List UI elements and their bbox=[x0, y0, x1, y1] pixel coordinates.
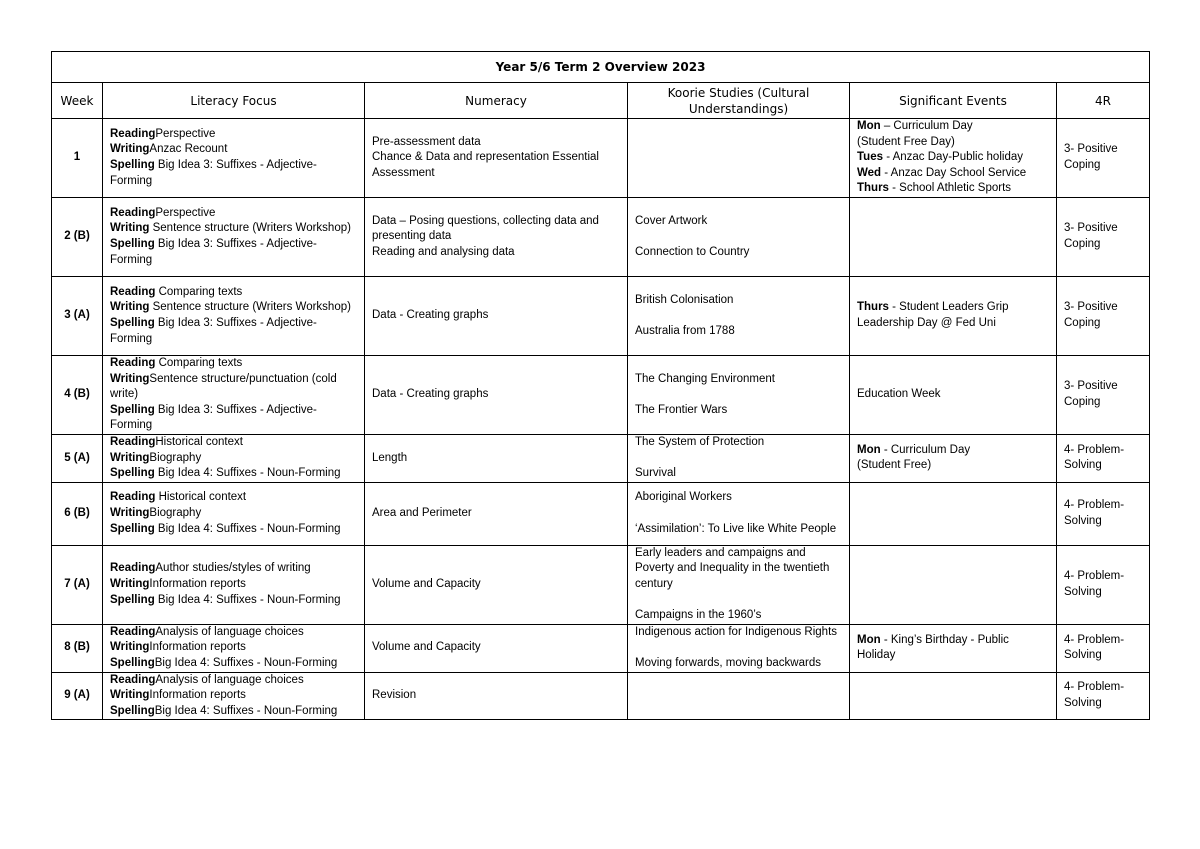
event-line bbox=[857, 300, 1049, 331]
spelling-text: Big Idea 4: Suffixes - Noun-Forming bbox=[154, 704, 338, 717]
week-cell: 4 (B) bbox=[52, 356, 103, 435]
literacy-reading bbox=[110, 356, 357, 372]
writing-text: Sentence structure (Writers Workshop) bbox=[149, 222, 351, 235]
spelling-text: Big Idea 4: Suffixes - Noun-Forming bbox=[154, 467, 341, 480]
writing-text: Anzac Recount bbox=[149, 143, 228, 156]
events-cell bbox=[850, 119, 1057, 198]
literacy-spelling bbox=[110, 158, 357, 189]
reading-label: Reading bbox=[110, 285, 156, 298]
literacy-cell bbox=[103, 435, 365, 483]
literacy-cell bbox=[103, 545, 365, 624]
writing-text: Biography bbox=[149, 451, 202, 464]
line-gap bbox=[635, 229, 842, 245]
writing-text: Information reports bbox=[149, 641, 246, 654]
literacy-reading bbox=[110, 490, 357, 506]
reading-text: Comparing texts bbox=[155, 285, 243, 298]
header-koorie: Koorie Studies (Cultural Understandings) bbox=[628, 83, 850, 119]
table-row bbox=[52, 545, 1150, 624]
numeracy-cell bbox=[365, 624, 628, 672]
literacy-writing bbox=[110, 688, 357, 704]
class-4r-cell: 4- Problem-Solving bbox=[1057, 672, 1150, 720]
spelling-label: Spelling bbox=[110, 238, 155, 250]
writing-label: Writing bbox=[110, 577, 150, 590]
table-row bbox=[52, 119, 1150, 198]
reading-text: Author studies/styles of writing bbox=[155, 562, 311, 575]
numeracy-cell bbox=[365, 356, 628, 435]
table-row bbox=[52, 435, 1150, 483]
literacy-reading bbox=[110, 673, 357, 689]
reading-label: Reading bbox=[110, 127, 156, 140]
numeracy-line: Data - Creating graphs bbox=[372, 388, 489, 401]
numeracy-line: Pre-assessment data bbox=[372, 135, 481, 148]
writing-label: Writing bbox=[110, 143, 150, 156]
literacy-cell bbox=[103, 672, 365, 720]
literacy-writing bbox=[110, 221, 357, 237]
koorie-cell bbox=[628, 198, 850, 277]
event-day: Mon bbox=[857, 120, 881, 133]
numeracy-line: Length bbox=[372, 451, 408, 464]
line-gap bbox=[635, 387, 842, 403]
koorie-line: The Frontier Wars bbox=[635, 403, 728, 416]
event-text: (Student Free) bbox=[857, 459, 932, 472]
class-4r-cell: 3- Positive Coping bbox=[1057, 198, 1150, 277]
event-text: (Student Free Day) bbox=[857, 135, 955, 148]
header-row bbox=[52, 83, 1150, 119]
reading-text: Comparing texts bbox=[155, 357, 243, 370]
class-4r-cell: 3- Positive Coping bbox=[1057, 119, 1150, 198]
koorie-line: Indigenous action for Indigenous Rights bbox=[635, 625, 838, 638]
spelling-text: Big Idea 4: Suffixes - Noun-Forming bbox=[154, 593, 341, 606]
literacy-cell bbox=[103, 198, 365, 277]
koorie-line: ‘Assimilation’: To Live like White People bbox=[635, 522, 837, 535]
spelling-text: Big Idea 3: Suffixes - Adjective-Forming bbox=[110, 317, 317, 345]
class-4r-cell: 4- Problem-Solving bbox=[1057, 482, 1150, 545]
literacy-spelling bbox=[110, 403, 357, 434]
table-row bbox=[52, 482, 1150, 545]
literacy-reading bbox=[110, 625, 357, 641]
literacy-cell bbox=[103, 482, 365, 545]
literacy-reading bbox=[110, 127, 357, 143]
literacy-spelling bbox=[110, 522, 357, 538]
event-text: – Curriculum Day bbox=[880, 120, 973, 133]
literacy-cell bbox=[103, 277, 365, 356]
reading-text: Analysis of language choices bbox=[155, 625, 304, 638]
literacy-reading bbox=[110, 435, 357, 451]
koorie-line: The System of Protection bbox=[635, 436, 765, 448]
event-line bbox=[857, 633, 1049, 664]
literacy-writing bbox=[110, 451, 357, 467]
class-4r-cell: 3- Positive Coping bbox=[1057, 356, 1150, 435]
events-cell bbox=[850, 482, 1057, 545]
writing-text: Biography bbox=[149, 506, 202, 519]
koorie-line: Survival bbox=[635, 467, 676, 480]
table-row bbox=[52, 624, 1150, 672]
class-4r-cell: 4- Problem-Solving bbox=[1057, 545, 1150, 624]
header-numeracy: Numeracy bbox=[365, 83, 628, 119]
event-text: - Student Leaders Grip Leadership Day @ Fed Uni bbox=[857, 301, 1009, 329]
numeracy-line: Volume and Capacity bbox=[372, 577, 481, 590]
week-cell: 9 (A) bbox=[52, 672, 103, 720]
reading-text: Analysis of language choices bbox=[155, 673, 304, 686]
koorie-line: Cover Artwork bbox=[635, 214, 708, 227]
koorie-line: The Changing Environment bbox=[635, 372, 775, 385]
events-cell bbox=[850, 356, 1057, 435]
koorie-line: Connection to Country bbox=[635, 245, 750, 258]
writing-text: Information reports bbox=[149, 689, 246, 702]
literacy-spelling bbox=[110, 466, 357, 482]
table-row bbox=[52, 356, 1150, 435]
event-line bbox=[857, 181, 1049, 197]
line-gap bbox=[635, 451, 842, 467]
spelling-text: Big Idea 3: Suffixes - Adjective-Forming bbox=[110, 238, 317, 266]
event-day: Mon bbox=[857, 443, 881, 456]
spelling-label: Spelling bbox=[110, 317, 155, 329]
spelling-label: Spelling bbox=[110, 403, 155, 416]
koorie-line: Early leaders and campaigns and Poverty and Inequality in the twentieth century bbox=[635, 546, 830, 590]
numeracy-cell bbox=[365, 198, 628, 277]
koorie-cell bbox=[628, 672, 850, 720]
writing-text: Sentence structure (Writers Workshop) bbox=[149, 301, 351, 314]
header-literacy: Literacy Focus bbox=[103, 83, 365, 119]
literacy-spelling bbox=[110, 237, 357, 268]
spelling-label: Spelling bbox=[110, 656, 155, 669]
event-text: - Curriculum Day bbox=[880, 443, 971, 456]
week-cell: 1 bbox=[52, 119, 103, 198]
event-line bbox=[857, 387, 1049, 403]
class-4r-cell: 4- Problem-Solving bbox=[1057, 624, 1150, 672]
spelling-text: Big Idea 3: Suffixes - Adjective-Forming bbox=[110, 159, 317, 187]
numeracy-line: Data - Creating graphs bbox=[372, 309, 489, 322]
koorie-line: Moving forwards, moving backwards bbox=[635, 656, 821, 669]
event-line bbox=[857, 443, 1049, 459]
writing-label: Writing bbox=[110, 301, 150, 314]
literacy-writing bbox=[110, 300, 357, 316]
event-text: - Anzac Day-Public holiday bbox=[883, 151, 1023, 164]
literacy-cell bbox=[103, 624, 365, 672]
table-body bbox=[52, 119, 1150, 720]
numeracy-line: Revision bbox=[372, 689, 417, 702]
literacy-spelling bbox=[110, 316, 357, 347]
line-gap bbox=[635, 640, 842, 656]
events-cell bbox=[850, 672, 1057, 720]
table-row bbox=[52, 672, 1150, 720]
events-cell bbox=[850, 545, 1057, 624]
spelling-text: Big Idea 3: Suffixes - Adjective-Forming bbox=[110, 403, 317, 432]
line-gap bbox=[635, 308, 842, 324]
literacy-cell bbox=[103, 119, 365, 198]
week-cell: 6 (B) bbox=[52, 482, 103, 545]
reading-text: Historical context bbox=[155, 436, 243, 448]
spelling-label: Spelling bbox=[110, 522, 155, 535]
header-events: Significant Events bbox=[850, 83, 1057, 119]
reading-label: Reading bbox=[110, 673, 156, 686]
literacy-reading bbox=[110, 285, 357, 301]
literacy-writing bbox=[110, 372, 357, 403]
spelling-text: Big Idea 4: Suffixes - Noun-Forming bbox=[154, 522, 341, 535]
events-cell bbox=[850, 277, 1057, 356]
class-4r-cell: 4- Problem-Solving bbox=[1057, 435, 1150, 483]
events-cell bbox=[850, 198, 1057, 277]
literacy-reading bbox=[110, 561, 357, 577]
writing-label: Writing bbox=[110, 222, 150, 235]
week-cell: 7 (A) bbox=[52, 545, 103, 624]
writing-label: Writing bbox=[110, 372, 150, 385]
class-4r-cell: 3- Positive Coping bbox=[1057, 277, 1150, 356]
spelling-text: Big Idea 4: Suffixes - Noun-Forming bbox=[154, 656, 338, 669]
header-4r: 4R bbox=[1057, 83, 1150, 119]
koorie-line: Australia from 1788 bbox=[635, 324, 735, 337]
spelling-label: Spelling bbox=[110, 467, 155, 480]
table-row bbox=[52, 198, 1150, 277]
reading-label: Reading bbox=[110, 491, 156, 504]
event-day: Thurs bbox=[857, 301, 889, 314]
numeracy-cell bbox=[365, 545, 628, 624]
reading-text: Historical context bbox=[155, 491, 247, 504]
writing-text: Information reports bbox=[149, 577, 246, 590]
literacy-cell bbox=[103, 356, 365, 435]
event-line bbox=[857, 119, 1049, 135]
reading-label: Reading bbox=[110, 562, 156, 575]
event-line bbox=[857, 135, 1049, 151]
koorie-cell bbox=[628, 119, 850, 198]
term-overview-table bbox=[51, 51, 1150, 720]
table-title: Year 5/6 Term 2 Overview 2023 bbox=[52, 52, 1150, 83]
event-day: Thurs bbox=[857, 182, 889, 195]
koorie-cell bbox=[628, 624, 850, 672]
reading-label: Reading bbox=[110, 206, 156, 219]
spelling-label: Spelling bbox=[110, 704, 155, 717]
numeracy-cell bbox=[365, 277, 628, 356]
reading-text: Perspective bbox=[155, 206, 216, 219]
numeracy-line: Chance & Data and representation Essential Assessment bbox=[372, 151, 599, 179]
numeracy-cell bbox=[365, 119, 628, 198]
writing-label: Writing bbox=[110, 641, 150, 654]
reading-text: Perspective bbox=[155, 127, 216, 140]
koorie-cell bbox=[628, 482, 850, 545]
event-day: Wed bbox=[857, 166, 882, 179]
table-row bbox=[52, 277, 1150, 356]
reading-label: Reading bbox=[110, 625, 156, 638]
event-text: - King’s Birthday - Public Holiday bbox=[857, 633, 1009, 662]
week-cell: 8 (B) bbox=[52, 624, 103, 672]
literacy-spelling bbox=[110, 656, 357, 672]
koorie-cell bbox=[628, 356, 850, 435]
reading-label: Reading bbox=[110, 436, 156, 448]
numeracy-line: Reading and analysing data bbox=[372, 245, 515, 258]
writing-label: Writing bbox=[110, 689, 150, 702]
literacy-spelling bbox=[110, 704, 357, 720]
events-cell bbox=[850, 624, 1057, 672]
koorie-line: Campaigns in the 1960’s bbox=[635, 609, 762, 622]
event-text: - School Athletic Sports bbox=[888, 182, 1012, 195]
numeracy-line: Volume and Capacity bbox=[372, 641, 481, 654]
line-gap bbox=[635, 506, 842, 522]
writing-label: Writing bbox=[110, 451, 150, 464]
week-cell: 3 (A) bbox=[52, 277, 103, 356]
event-line bbox=[857, 150, 1049, 166]
numeracy-cell bbox=[365, 435, 628, 483]
koorie-line: Aboriginal Workers bbox=[635, 491, 732, 504]
line-gap bbox=[635, 593, 842, 609]
literacy-reading bbox=[110, 206, 357, 222]
event-day: Mon bbox=[857, 633, 881, 646]
event-line bbox=[857, 166, 1049, 182]
event-text: Education Week bbox=[857, 388, 941, 401]
reading-label: Reading bbox=[110, 357, 156, 370]
literacy-writing bbox=[110, 640, 357, 656]
event-text: - Anzac Day School Service bbox=[881, 166, 1027, 179]
koorie-line: British Colonisation bbox=[635, 293, 734, 306]
spelling-label: Spelling bbox=[110, 593, 155, 606]
literacy-writing bbox=[110, 142, 357, 158]
koorie-cell bbox=[628, 545, 850, 624]
event-line bbox=[857, 458, 1049, 474]
event-day: Tues bbox=[857, 151, 883, 164]
writing-label: Writing bbox=[110, 506, 150, 519]
spelling-label: Spelling bbox=[110, 159, 155, 171]
koorie-cell bbox=[628, 435, 850, 483]
literacy-writing bbox=[110, 577, 357, 593]
literacy-spelling bbox=[110, 593, 357, 609]
koorie-cell bbox=[628, 277, 850, 356]
week-cell: 2 (B) bbox=[52, 198, 103, 277]
numeracy-cell bbox=[365, 672, 628, 720]
week-cell: 5 (A) bbox=[52, 435, 103, 483]
numeracy-line: Area and Perimeter bbox=[372, 506, 472, 519]
header-week: Week bbox=[52, 83, 103, 119]
literacy-writing bbox=[110, 506, 357, 522]
numeracy-cell bbox=[365, 482, 628, 545]
events-cell bbox=[850, 435, 1057, 483]
writing-text: Sentence structure/punctuation (cold write) bbox=[110, 372, 337, 401]
numeracy-line: Data – Posing questions, collecting data and presenting data bbox=[372, 214, 599, 243]
